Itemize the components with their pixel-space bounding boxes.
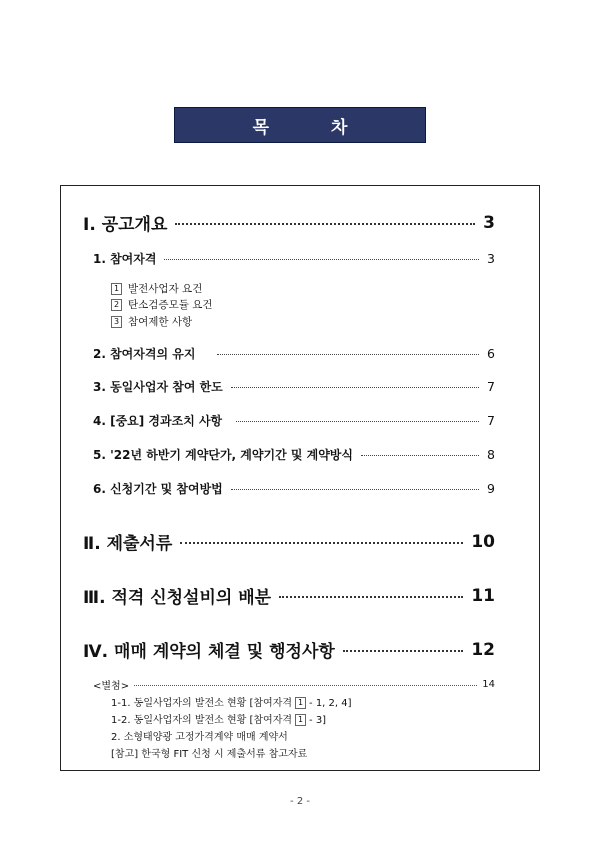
- boxed-number-1: 1: [295, 697, 306, 709]
- toc-item-3[interactable]: [111, 314, 192, 329]
- annex-item-3[interactable]: [111, 728, 288, 743]
- toc-entry-subsection-2[interactable]: [93, 345, 495, 362]
- leader-dots: [361, 455, 479, 456]
- toc-item-label: 발전사업자 요건: [128, 283, 203, 295]
- leader-dots: [164, 259, 479, 260]
- toc-entry-page: 9: [487, 481, 495, 496]
- toc-entry-page: 7: [487, 379, 495, 394]
- leader-dots: [180, 542, 463, 544]
- leader-dots: [343, 650, 464, 652]
- toc-entry-section-3[interactable]: [83, 583, 495, 608]
- toc-entry-label: 2. 참여자격의 유지: [93, 347, 196, 361]
- annex-item-4[interactable]: [111, 745, 307, 760]
- toc-entry-section-4[interactable]: [83, 637, 495, 662]
- annex-item-suffix: - 1, 2, 4]: [309, 698, 352, 709]
- toc-entry-section-1[interactable]: [83, 210, 495, 235]
- toc-entry-subsection-3[interactable]: [93, 378, 495, 395]
- toc-entry-page: 8: [487, 447, 495, 462]
- toc-item-label: 참여제한 사항: [128, 316, 193, 328]
- toc-entry-section-2[interactable]: [83, 529, 495, 554]
- annex-item-2[interactable]: [111, 711, 326, 726]
- toc-entry-subsection-6[interactable]: [93, 480, 495, 497]
- toc-entry-subsection-1[interactable]: [93, 250, 495, 267]
- toc-entry-label: Ⅱ. 제출서류: [83, 534, 173, 554]
- toc-entry-label: 4. [중요] 경과조치 사항: [93, 414, 223, 428]
- toc-entry-label: 3. 동일사업자 참여 한도: [93, 380, 223, 394]
- leader-dots: [217, 354, 479, 355]
- leader-dots: [231, 387, 479, 388]
- toc-entry-label: <별첨>: [93, 681, 130, 692]
- leader-dots: [231, 489, 479, 490]
- toc-entry-label: 6. 신청기간 및 참여방법: [93, 482, 223, 496]
- toc-entry-page: 3: [487, 251, 495, 266]
- toc-item-1[interactable]: [111, 281, 202, 296]
- annex-item-label: [참고] 한국형 FIT 신청 시 제출서류 참고자료: [111, 749, 308, 760]
- toc-entry-page: 6: [487, 346, 495, 361]
- leader-dots: [134, 685, 477, 686]
- leader-dots: [175, 223, 475, 225]
- toc-entry-subsection-4[interactable]: [93, 412, 495, 429]
- toc-entry-page: 10: [471, 531, 495, 552]
- annex-item-1[interactable]: [111, 694, 352, 709]
- toc-entry-page: 7: [487, 413, 495, 428]
- toc-entry-label: 5. '22년 하반기 계약단가, 계약기간 및 계약방식: [93, 448, 353, 462]
- toc-entry-page: 14: [482, 679, 495, 690]
- toc-entry-annex[interactable]: [93, 677, 495, 692]
- page-number: - 2 -: [290, 796, 310, 807]
- annex-item-suffix: - 3]: [309, 715, 327, 726]
- boxed-number-1: 1: [295, 714, 306, 726]
- toc-item-label: 탄소검증모듈 요건: [128, 299, 213, 311]
- leader-dots: [279, 596, 463, 598]
- leader-dots: [236, 421, 479, 422]
- boxed-number-1: 1: [111, 283, 122, 295]
- annex-item-prefix: 1-1. 동일사업자의 발전소 현황 [참여자격: [111, 698, 293, 709]
- toc-title: 목 차: [174, 107, 426, 143]
- toc-entry-label: Ⅲ. 적격 신청설비의 배분: [83, 588, 272, 608]
- boxed-number-3: 3: [111, 316, 122, 328]
- toc-entry-label: 1. 참여자격: [93, 252, 157, 266]
- toc-entry-label: Ⅰ. 공고개요: [83, 215, 168, 235]
- boxed-number-2: 2: [111, 299, 122, 311]
- toc-entry-page: 3: [483, 212, 495, 233]
- toc-box: [60, 185, 540, 771]
- annex-item-prefix: 1-2. 동일사업자의 발전소 현황 [참여자격: [111, 715, 293, 726]
- toc-entry-page: 12: [471, 639, 495, 660]
- toc-entry-subsection-5[interactable]: [93, 446, 495, 463]
- toc-item-2[interactable]: [111, 297, 212, 312]
- toc-entry-page: 11: [471, 585, 495, 606]
- annex-item-label: 2. 소형태양광 고정가격계약 매매 계약서: [111, 732, 288, 743]
- toc-entry-label: Ⅳ. 매매 계약의 체결 및 행정사항: [83, 642, 335, 662]
